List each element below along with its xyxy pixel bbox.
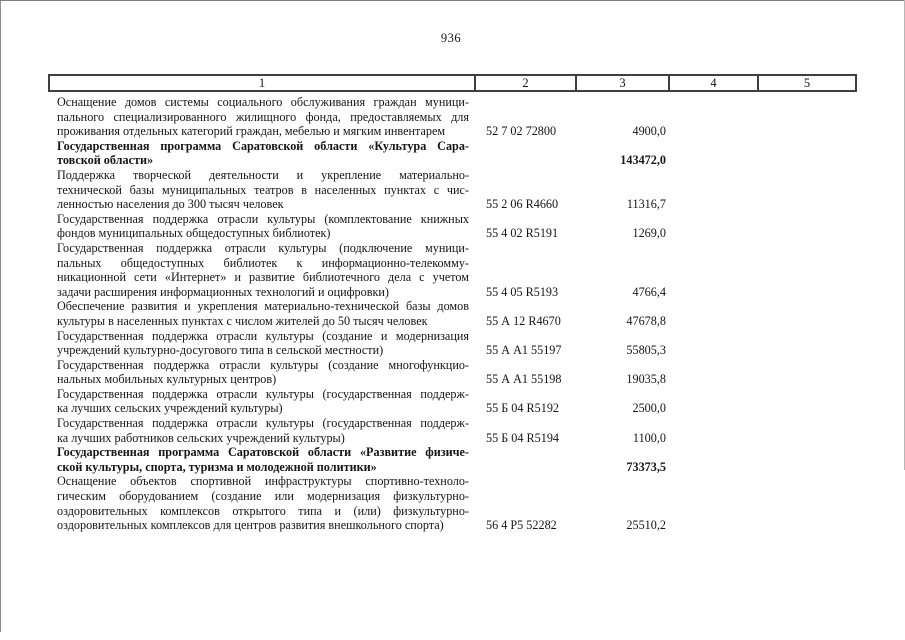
row-text-line: ской культуры, спорта, туризма и молодежной политики»	[57, 459, 377, 474]
row-amount: 1269,0	[632, 226, 666, 241]
table-row	[48, 299, 857, 328]
row-code: 55 4 05 R5193	[486, 284, 559, 299]
table-row	[48, 95, 857, 139]
row-text-line: Государственная программа Саратовской области «Культура Сара-	[57, 138, 469, 153]
table-row	[48, 139, 857, 168]
row-text-line: пального специализированного жилищного фонда, предоставляемых для	[57, 109, 469, 124]
row-text-line: фондов муниципальных общедоступных библиотек)	[57, 226, 331, 241]
row-amount: 11316,7	[626, 197, 666, 212]
table-header-row	[48, 74, 857, 92]
row-amount: 47678,8	[626, 313, 666, 328]
table-row	[48, 241, 857, 299]
row-text-line: задачи расширения информационных технологий и оцифровки)	[57, 284, 389, 299]
row-code: 55 А А1 55198	[486, 372, 562, 387]
row-text	[48, 139, 474, 168]
row-code: 55 Б 04 R5192	[486, 401, 560, 416]
row-text	[48, 168, 474, 212]
row-text-line: Оснащение домов системы социального обслуживания граждан муници-	[57, 95, 469, 109]
row-text-line: технической базы муниципальных театров в населенных пунктах с чис-	[57, 182, 469, 197]
table-header-col-1: 1	[50, 76, 476, 90]
row-amount: 19035,8	[626, 372, 666, 387]
row-amount: 1100,0	[632, 430, 666, 445]
row-amount: 4900,0	[632, 124, 666, 139]
table-row	[48, 212, 857, 241]
row-amount: 4766,4	[632, 284, 666, 299]
row-text-line: Государственная поддержка отрасли культуры (создание и модернизация	[57, 328, 469, 343]
row-text	[48, 299, 474, 328]
row-code: 56 4 P5 52282	[486, 518, 557, 533]
budget-table	[48, 74, 857, 533]
row-text	[48, 95, 474, 139]
table-row	[48, 387, 857, 416]
row-text	[48, 241, 474, 299]
row-text-line: Государственная поддержка отрасли культуры (создание многофункцио-	[57, 357, 469, 372]
row-text	[48, 445, 474, 474]
table-header-col-2: 2	[476, 76, 577, 90]
table-header-col-4: 4	[670, 76, 759, 90]
row-code: 52 7 02 72800	[486, 124, 557, 139]
row-text-line: никационной сети «Интернет» и развитие библиотечного дела с учетом	[57, 270, 469, 285]
row-text	[48, 474, 474, 532]
row-text	[48, 387, 474, 416]
row-code: 55 2 06 R4660	[486, 197, 559, 212]
row-text-line: Государственная поддержка отрасли культуры (подключение муници-	[57, 240, 469, 255]
table-row	[48, 416, 857, 445]
row-code: 55 4 02 R5191	[486, 226, 559, 241]
row-text-line: ка лучших работников сельских учреждений культуры)	[57, 430, 345, 445]
row-amount: 143472,0	[620, 153, 666, 168]
row-text-line: проживания отдельных категорий граждан, мебелью и мягким инвентарем	[57, 124, 446, 139]
row-text-line: Поддержка творческой деятельности и укрепление материально-	[57, 167, 469, 182]
row-text	[48, 212, 474, 241]
row-text-line: Оснащение объектов спортивной инфраструктуры спортивно-техноло-	[57, 474, 469, 489]
row-text-line: учреждений культурно-досугового типа в сельской местности)	[57, 343, 384, 358]
table-row	[48, 358, 857, 387]
row-text-line: пальных общедоступных библиотек к информационно-телекомму-	[57, 255, 469, 270]
row-code: 55 А 12 R4670	[486, 313, 561, 328]
table-row	[48, 168, 857, 212]
row-code: 55 А А1 55197	[486, 343, 562, 358]
table-body	[48, 95, 857, 533]
row-text-line: Государственная поддержка отрасли культуры (государственная поддерж-	[57, 386, 469, 401]
table-row	[48, 329, 857, 358]
row-text-line: Государственная поддержка отрасли культуры (государственная поддерж-	[57, 416, 469, 431]
row-text-line: нальных мобильных культурных центров)	[57, 372, 277, 387]
row-text	[48, 416, 474, 445]
table-header-col-5: 5	[803, 76, 811, 90]
row-amount: 2500,0	[632, 401, 666, 416]
page-number: 936	[440, 31, 462, 45]
table-header-col-3: 3	[577, 76, 670, 90]
row-amount: 55805,3	[626, 343, 666, 358]
table-row	[48, 445, 857, 474]
row-text-line: культуры в населенных пунктах с числом жителей до 50 тысяч человек	[57, 313, 428, 328]
row-text-line: Государственная программа Саратовской области «Развитие физиче-	[57, 445, 469, 460]
scan-edge-top	[0, 0, 905, 1]
table-row	[48, 474, 857, 532]
row-text	[48, 329, 474, 358]
row-amount: 73373,5	[626, 459, 666, 474]
row-text-line: Государственная поддержка отрасли культуры (комплектование книжных	[57, 211, 469, 226]
row-code: 55 Б 04 R5194	[486, 430, 560, 445]
row-text-line: оздоровительных комплексов для центров развития внешкольного спорта)	[57, 518, 444, 533]
row-text-line: оздоровительных комплексов открытого типа и (или) физкультурно-	[57, 503, 469, 518]
row-text-line: Обеспечение развития и укрепления материально-технической базы домов	[57, 299, 469, 314]
row-text-line: ленностью населения до 300 тысяч человек	[57, 197, 284, 212]
scan-edge-left	[0, 0, 1, 632]
row-text	[48, 358, 474, 387]
row-amount: 25510,2	[626, 518, 666, 533]
row-text-line: товской области»	[57, 153, 154, 168]
row-text-line: гическим оборудованием (создание или модернизация физкультурно-	[57, 489, 469, 504]
row-text-line: ка лучших сельских учреждений культуры)	[57, 401, 283, 416]
